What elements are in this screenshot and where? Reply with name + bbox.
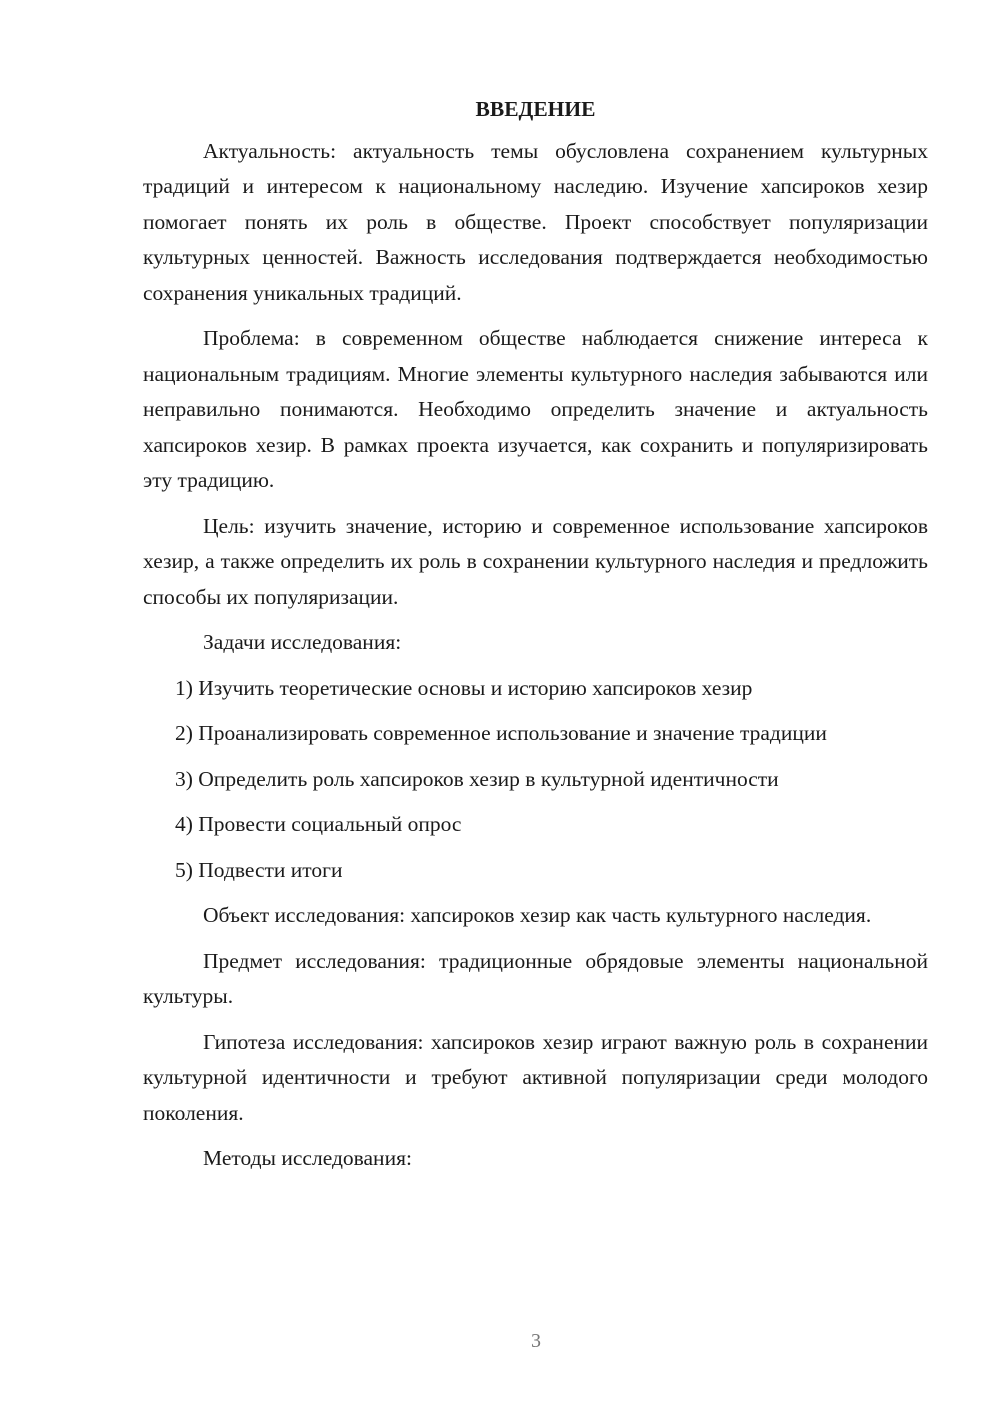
task-item-4: 4) Провести социальный опрос [175,812,462,836]
object-paragraph: Объект исследования: хапсироков хезир как часть культурного наследия. [203,903,872,927]
task-item-1: 1) Изучить теоретические основы и историю хапсироков хезир [175,675,753,700]
section-heading: ВВЕДЕНИЕ [475,97,596,121]
page-number: 3 [531,1330,541,1352]
task-item-3: 3) Определить роль хапсироков хезир в культурной идентичности [175,766,779,791]
goal-paragraph: Цель: изучить значение, историю и современное использование хапсироков хезир, а также определить их роль в сохранении культурного наследия и предложить способы их популяризации. [143,513,928,609]
relevance-paragraph: Актуальность: актуальность темы обусловлена сохранением культурных традиций и интересом к национальному наследию. Изучение хапсироков хезир помогает понять их роль в обществе. Проект способствует популяризации культурных ценностей. Важность исследования подтверждается необходимостью сохранения уникальных традиций. [143,138,928,305]
problem-paragraph: Проблема: в современном обществе наблюдается снижение интереса к национальным традициям. Многие элементы культурного наследия забываются или неправильно понимаются. Необходимо определить значение и актуальность хапсироков хезир. В рамках проекта изучается, как сохранить и популяризировать эту традицию. [143,326,928,492]
hypothesis-paragraph: Гипотеза исследования: хапсироков хезир играют важную роль в сохранении культурной идентичности и требуют активной популяризации среди молодого поколения. [143,1029,928,1125]
page-content [143,92,928,1187]
subject-paragraph: Предмет исследования: традиционные обрядовые элементы национальной культуры. [143,948,928,1008]
task-item-2: 2) Проанализировать современное использование и значение традиции [175,721,827,745]
methods-paragraph: Методы исследования: [203,1146,412,1170]
task-item-5: 5) Подвести итоги [175,857,343,882]
tasks-title: Задачи исследования: [203,630,402,654]
